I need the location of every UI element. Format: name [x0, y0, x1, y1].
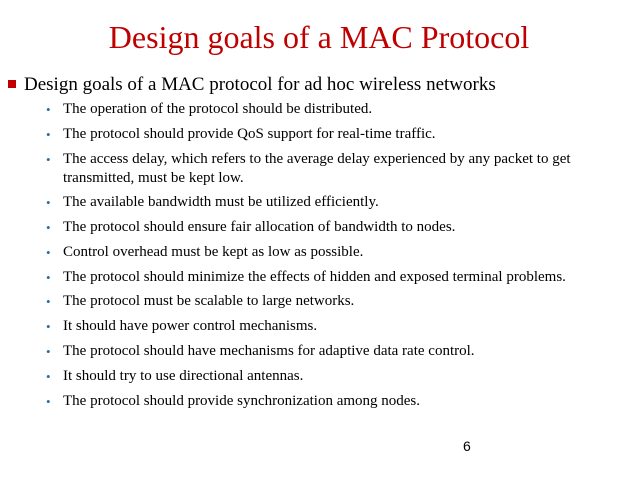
list-item — [0, 317, 593, 336]
round-bullet-icon: • — [46, 245, 51, 260]
round-bullet-icon: • — [46, 394, 51, 409]
list-item — [0, 218, 593, 237]
round-bullet-icon: • — [46, 195, 51, 210]
list-item-text: Control overhead must be kept as low as possible. — [63, 244, 364, 260]
round-bullet-icon: • — [46, 344, 51, 359]
round-bullet-icon: • — [46, 127, 51, 142]
list-item-text: It should try to use directional antennas. — [63, 368, 304, 384]
list-item-text: The protocol should have mechanisms for adaptive data rate control. — [63, 343, 475, 359]
round-bullet-icon: • — [46, 319, 51, 334]
list-item-text: The protocol should provide synchronization among nodes. — [63, 393, 421, 409]
round-bullet-icon: • — [46, 102, 51, 117]
list-item-text: The protocol should ensure fair allocation of bandwidth to nodes. — [63, 219, 456, 235]
list-item — [0, 367, 593, 386]
list-item — [0, 268, 593, 287]
round-bullet-icon: • — [46, 220, 51, 235]
page-number: 6 — [463, 438, 471, 454]
design-goals-list — [0, 100, 638, 417]
round-bullet-icon: • — [46, 152, 51, 167]
main-bullet-text: Design goals of a MAC protocol for ad hoc wireless networks — [24, 74, 496, 95]
list-item-text: The access delay, which refers to the average delay experienced by any packet to get transmitted, must be kept low. — [63, 151, 571, 186]
round-bullet-icon: • — [46, 369, 51, 384]
list-item-text: It should have power control mechanisms. — [63, 318, 318, 334]
list-item — [0, 193, 593, 212]
list-item — [0, 392, 593, 411]
list-item-text: The protocol should provide QoS support for real-time traffic. — [63, 126, 436, 142]
list-item-text: The protocol should minimize the effects of hidden and exposed terminal problems. — [63, 269, 566, 285]
round-bullet-icon: • — [46, 294, 51, 309]
list-item-text: The protocol must be scalable to large networks. — [63, 293, 355, 309]
square-bullet-icon — [8, 80, 16, 88]
list-item — [0, 100, 593, 119]
list-item-text: The available bandwidth must be utilized efficiently. — [63, 194, 379, 210]
list-item — [0, 150, 593, 188]
list-item — [0, 292, 593, 311]
main-bullet-item — [6, 73, 626, 97]
list-item — [0, 125, 593, 144]
slide-title: Design goals of a MAC Protocol — [108, 19, 530, 55]
list-item — [0, 342, 593, 361]
round-bullet-icon: • — [46, 270, 51, 285]
list-item — [0, 243, 593, 262]
list-item-text: The operation of the protocol should be distributed. — [63, 101, 373, 117]
